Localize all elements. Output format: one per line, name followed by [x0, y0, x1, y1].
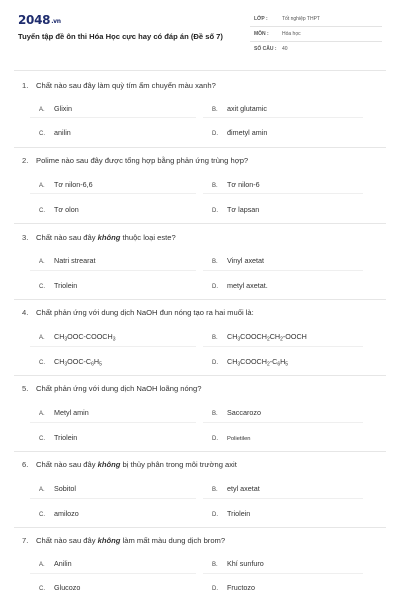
- formula-subscript: 5: [285, 361, 289, 368]
- formula-part: CH: [54, 357, 65, 366]
- option-text: Glixin: [54, 104, 72, 113]
- option-text: Anilin: [54, 559, 72, 568]
- option-letter: B.: [212, 259, 218, 265]
- q5-option-d[interactable]: [212, 433, 251, 442]
- formula-subscript: 3: [237, 361, 241, 368]
- q7-option-c[interactable]: [39, 583, 80, 592]
- option-letter: D.: [212, 512, 218, 518]
- site-logo[interactable]: [18, 13, 61, 27]
- option-letter: A.: [39, 487, 45, 493]
- formula-text: [227, 332, 307, 341]
- option-divider: [30, 346, 196, 347]
- q6-option-c[interactable]: [39, 509, 79, 518]
- question-number: 3.: [22, 233, 29, 242]
- option-text: Triolein: [54, 433, 78, 442]
- option-divider: [203, 498, 363, 499]
- option-letter: A.: [39, 335, 45, 341]
- formula-text: [54, 357, 102, 366]
- option-letter: D.: [212, 586, 218, 592]
- q5-option-a[interactable]: [39, 408, 89, 417]
- option-letter: C.: [39, 436, 45, 442]
- meta-subject-label: MÔN :: [254, 31, 269, 37]
- option-letter: B.: [212, 183, 218, 189]
- option-letter: C.: [39, 586, 45, 592]
- question-divider: [14, 527, 386, 528]
- option-letter: B.: [212, 335, 218, 341]
- q4-option-c[interactable]: [39, 357, 102, 366]
- question-2-text: [22, 156, 248, 165]
- option-divider: [203, 270, 363, 271]
- formula-part: OOC-COOCH: [67, 332, 113, 341]
- option-text: Polietilen: [227, 436, 251, 442]
- question-4-text: [22, 308, 254, 317]
- meta-count-row: [250, 43, 382, 57]
- formula-subscript: 6: [91, 361, 94, 368]
- question-stem-end: bị thủy phân trong môi trường axit: [120, 460, 237, 469]
- meta-class-value: Tốt nghiệp THPT: [282, 16, 320, 22]
- formula-part: CH: [54, 332, 65, 341]
- option-divider: [203, 117, 363, 118]
- formula-part: H: [280, 357, 286, 366]
- formula-part: CH: [269, 332, 281, 341]
- q6-option-d[interactable]: [212, 509, 250, 518]
- formula-part: -OOCH: [282, 332, 307, 341]
- option-text: amilozo: [54, 509, 79, 518]
- formula-subscript: 3: [112, 336, 116, 343]
- option-text: Triolein: [54, 281, 78, 290]
- formula-subscript: 6: [277, 361, 281, 368]
- formula-subscript: 3: [64, 361, 68, 368]
- option-divider: [203, 346, 363, 347]
- meta-class-label: LỚP :: [254, 16, 268, 22]
- option-text: etyl axetat: [227, 484, 260, 493]
- page-header: [0, 0, 400, 66]
- q4-option-a[interactable]: [39, 332, 115, 341]
- question-negation: không: [97, 460, 121, 469]
- q1-option-b[interactable]: [212, 104, 267, 113]
- option-divider: [30, 117, 196, 118]
- question-6-text: [22, 460, 237, 469]
- formula-text: [227, 357, 288, 366]
- option-text: metyl axetat.: [227, 281, 268, 290]
- q3-option-a[interactable]: [39, 256, 96, 265]
- formula-subscript: 5: [99, 361, 102, 368]
- q2-option-b[interactable]: [212, 180, 260, 189]
- option-text: axit glutamic: [227, 104, 267, 113]
- option-letter: A.: [39, 107, 45, 113]
- option-text: Natri strearat: [54, 256, 96, 265]
- question-divider: [14, 223, 386, 224]
- option-divider: [30, 573, 196, 574]
- q1-option-d[interactable]: [212, 128, 267, 137]
- option-text: anilin: [54, 128, 71, 137]
- q4-option-d[interactable]: [212, 357, 288, 366]
- option-letter: B.: [212, 487, 218, 493]
- q2-option-d[interactable]: [212, 205, 259, 214]
- option-text: Saccarozo: [227, 408, 261, 417]
- option-letter: D.: [212, 284, 218, 290]
- formula-part: H: [93, 357, 100, 366]
- option-letter: B.: [212, 562, 218, 568]
- option-letter: C.: [39, 284, 45, 290]
- question-stem-end: làm mất màu dung dịch brom?: [120, 536, 226, 545]
- meta-subject-value: Hóa học: [282, 31, 301, 37]
- question-stem-start: Chất nào sau đây: [36, 460, 98, 469]
- question-divider: [14, 147, 386, 148]
- q3-option-b[interactable]: [212, 256, 264, 265]
- question-divider: [14, 70, 386, 71]
- meta-class-row: [250, 13, 382, 27]
- formula-part: CH: [227, 332, 238, 341]
- q7-option-d[interactable]: [212, 583, 255, 592]
- formula-subscript: 2: [266, 336, 270, 343]
- q2-option-a[interactable]: [39, 180, 93, 189]
- q6-option-a[interactable]: [39, 484, 76, 493]
- q2-option-c[interactable]: [39, 205, 79, 214]
- question-7-text: [22, 536, 225, 545]
- option-text: Vinyl axetat: [227, 256, 265, 265]
- q7-option-b[interactable]: [212, 559, 264, 568]
- q6-option-b[interactable]: [212, 484, 260, 493]
- option-text: Tơ lapsan: [227, 205, 260, 214]
- option-letter: D.: [212, 436, 218, 442]
- option-letter: A.: [39, 259, 45, 265]
- option-letter: A.: [39, 183, 45, 189]
- question-3-text: [22, 233, 176, 242]
- logo-text: 2048: [18, 13, 51, 27]
- option-letter: D.: [212, 131, 218, 137]
- meta-subject-row: [250, 28, 382, 42]
- question-negation: không: [97, 536, 121, 545]
- question-divider: [14, 299, 386, 300]
- option-divider: [30, 193, 196, 194]
- option-divider: [30, 498, 196, 499]
- option-text: Triolein: [227, 509, 251, 518]
- option-divider: [30, 270, 196, 271]
- option-letter: D.: [212, 208, 218, 214]
- question-stem: Polime nào sau đây được tổng hợp bằng phản ứng trùng hợp?: [36, 156, 249, 165]
- formula-part: CH: [227, 357, 238, 366]
- formula-part: -C: [269, 357, 278, 366]
- option-divider: [203, 422, 363, 423]
- option-divider: [30, 422, 196, 423]
- formula-subscript: 3: [64, 336, 68, 343]
- meta-count-label: SỐ CÂU :: [254, 46, 277, 52]
- formula-part: COOCH: [240, 357, 267, 366]
- question-stem: Chất phản ứng với dung dịch NaOH đun nóng tạo ra hai muối là:: [36, 308, 254, 317]
- question-stem-start: Chất nào sau đây: [36, 233, 98, 242]
- question-stem-start: Chất nào sau đây: [36, 536, 98, 545]
- option-letter: A.: [39, 411, 45, 417]
- formula-part: COOCH: [240, 332, 267, 341]
- q1-option-c[interactable]: [39, 128, 71, 137]
- question-number: 7.: [22, 536, 29, 545]
- option-divider: [203, 193, 363, 194]
- option-letter: B.: [212, 411, 218, 417]
- question-divider: [14, 375, 386, 376]
- option-text: Sobitol: [54, 484, 76, 493]
- option-letter: B.: [212, 107, 218, 113]
- option-letter: D.: [212, 360, 218, 366]
- formula-text: [54, 332, 115, 341]
- option-divider: [203, 573, 363, 574]
- option-text: Tơ nilon-6,6: [54, 180, 93, 189]
- question-number: 4.: [22, 308, 29, 317]
- q4-option-b[interactable]: [212, 332, 307, 341]
- question-5-text: [22, 384, 201, 393]
- q5-option-b[interactable]: [212, 408, 261, 417]
- question-number: 2.: [22, 156, 29, 165]
- option-letter: C.: [39, 512, 45, 518]
- option-text: Metyl amin: [54, 408, 89, 417]
- option-letter: A.: [39, 562, 45, 568]
- q1-option-a[interactable]: [39, 104, 72, 113]
- question-stem: Chất phản ứng với dung dịch NaOH loãng nóng?: [36, 384, 202, 393]
- option-letter: C.: [39, 360, 45, 366]
- q7-option-a[interactable]: [39, 559, 72, 568]
- document-title: Tuyển tập đề ôn thi Hóa Học cực hay có đáp án (Đề số 7): [18, 32, 223, 41]
- question-number: 1.: [22, 81, 29, 90]
- formula-subscript: 2: [266, 361, 270, 368]
- option-text: Fructozo: [227, 583, 255, 592]
- option-text: Glucozo: [54, 583, 81, 592]
- question-divider: [14, 451, 386, 452]
- question-negation: không: [97, 233, 121, 242]
- question-number: 5.: [22, 384, 29, 393]
- formula-subscript: 2: [280, 336, 283, 343]
- option-text: đimetyl amin: [227, 128, 268, 137]
- option-text: Tơ olon: [54, 205, 79, 214]
- meta-count-value: 40: [282, 46, 288, 52]
- option-letter: C.: [39, 131, 45, 137]
- question-1-text: [22, 81, 216, 90]
- q3-option-c[interactable]: [39, 281, 77, 290]
- formula-subscript: 3: [237, 336, 241, 343]
- question-stem: Chất nào sau đây làm quỳ tím ẩm chuyển màu xanh?: [36, 81, 216, 90]
- option-text: Tơ nilon-6: [227, 180, 260, 189]
- logo-suffix: .vn: [51, 18, 61, 25]
- formula-part: OOC-C: [67, 357, 92, 366]
- question-stem-end: thuộc loại este?: [120, 233, 176, 242]
- q3-option-d[interactable]: [212, 281, 268, 290]
- question-number: 6.: [22, 460, 29, 469]
- q5-option-c[interactable]: [39, 433, 77, 442]
- option-letter: C.: [39, 208, 45, 214]
- option-text: Khí sunfuro: [227, 559, 264, 568]
